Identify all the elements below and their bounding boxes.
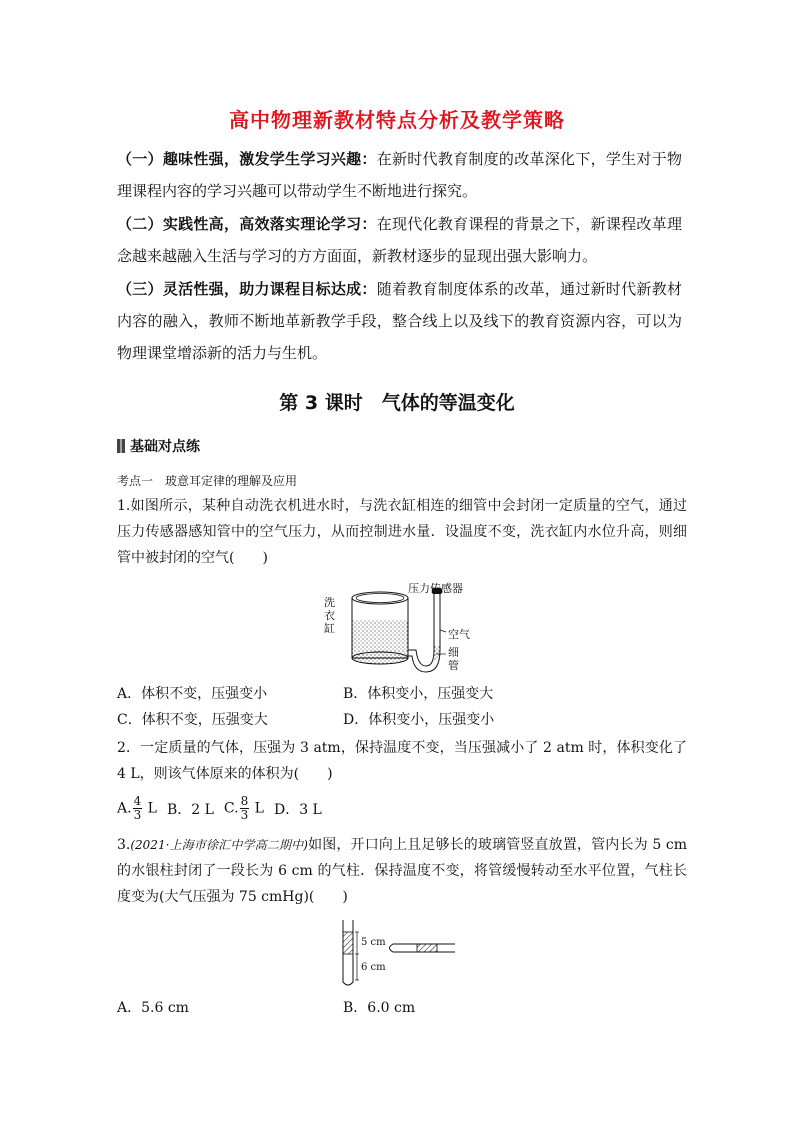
tank-char-3: 缸 (324, 622, 335, 635)
tank-char-1: 洗 (324, 596, 335, 609)
q3-option-b[interactable]: B．6.0 cm (343, 1000, 416, 1016)
q1-option-d[interactable]: D．体积变小，压强变小 (343, 712, 495, 728)
feature-3-text: 随着教育制度体系的改革，通过新时代新教材内容的融入，教师不断地革新教学手段，整合线上以及线下的教育资源内容，可以为物理课堂增添新的活力与生机。 (117, 280, 682, 362)
q1-stem: 1.如图所示，某种自动洗衣机进水时，与洗衣缸相连的细管中会封闭一定质量的空气，通过压力传感器感知管中的空气压力，从而控制进水量．设温度不变，洗衣缸内水位升高，则细管中被封闭的空气( ) (117, 498, 687, 566)
q2-stem: 2．一定质量的气体，压强为 3 atm，保持温度不变，当压强减小了 2 atm 时，体积变化了 4 L，则该气体原来的体积为( ) (117, 740, 687, 782)
q2-c-unit: L (250, 800, 264, 817)
q2-c-label: C. (223, 800, 239, 817)
topic-label: 考点一 玻意耳定律的理解及应用 (117, 474, 298, 488)
tube-char-2: 管 (448, 659, 459, 672)
feature-2-heading: （二）实践性高，高效落实理论学习： (117, 215, 377, 233)
q3-source: (2021·上海市徐汇中学高二期中) (130, 838, 308, 852)
q2-option-a[interactable] (117, 795, 157, 822)
q1-option-b[interactable]: B．体积变小，压强变大 (343, 686, 494, 702)
feature-2-text: 在现代化教育课程的背景之下，新课程改革理念越来越融入生活与学习的方方面面，新教材逐步的显现出强大影响力。 (117, 215, 682, 265)
feature-3-heading: （三）灵活性强，助力课程目标达成： (117, 280, 377, 298)
feature-1-text: 在新时代教育制度的改革深化下，学生对于物理课程内容的学习兴趣可以带动学生不断地进行探究。 (117, 150, 682, 200)
q2-a-den: 3 (133, 808, 142, 822)
q2-a-fraction (133, 795, 143, 822)
tank-label (324, 596, 335, 635)
feature-2 (117, 208, 682, 272)
q3-stem-block (117, 832, 687, 910)
q2-options (117, 795, 322, 822)
tube-char-1: 细 (448, 646, 459, 659)
feature-3 (117, 273, 682, 369)
q3-option-a[interactable]: A．5.6 cm (117, 1000, 189, 1016)
q2-option-b[interactable]: B．2 L (166, 801, 214, 818)
page-title: 高中物理新教材特点分析及教学策略 (229, 108, 565, 132)
tube-label (448, 646, 459, 672)
section-label: 基础对点练 (130, 439, 200, 455)
q3-number: 3. (117, 837, 131, 853)
q2-option-d[interactable]: D．3 L (273, 801, 322, 818)
gas-length-label: 6 cm (361, 962, 386, 973)
glass-tube-diagram (333, 918, 463, 990)
q2-c-den: 3 (240, 808, 249, 822)
section-header (117, 436, 200, 456)
q2-option-c[interactable] (224, 795, 264, 822)
q2-c-fraction (240, 795, 250, 822)
q3-stem: 如图，开口向上且足够长的玻璃管竖直放置，管内长为 5 cm的水银柱封闭了一段长为 6 cm 的气柱．保持温度不变，将管缓慢转动至水平位置，气柱长度变为(大气压强为 75 cmHg)( ) (117, 837, 687, 905)
glass-tube-figure (333, 918, 463, 990)
washing-machine-figure (322, 582, 482, 674)
section-bar-icon (117, 439, 125, 453)
mercury-length-label: 5 cm (361, 937, 386, 948)
q2-a-unit: L (143, 800, 157, 817)
q1-option-c[interactable]: C．体积不变，压强变大 (117, 712, 268, 728)
q2-a-label: A. (117, 800, 132, 817)
sensor-label: 压力传感器 (408, 582, 463, 595)
q2-a-num: 4 (133, 794, 142, 808)
air-label: 空气 (448, 628, 470, 641)
q2-c-num: 8 (240, 794, 249, 808)
lesson-title: 第 3 课时 气体的等温变化 (279, 392, 515, 414)
feature-1-heading: （一）趣味性强，激发学生学习兴趣： (117, 150, 377, 168)
q1-option-a[interactable]: A．体积不变，压强变小 (117, 686, 268, 702)
feature-1 (117, 143, 682, 207)
tank-char-2: 衣 (324, 609, 335, 622)
